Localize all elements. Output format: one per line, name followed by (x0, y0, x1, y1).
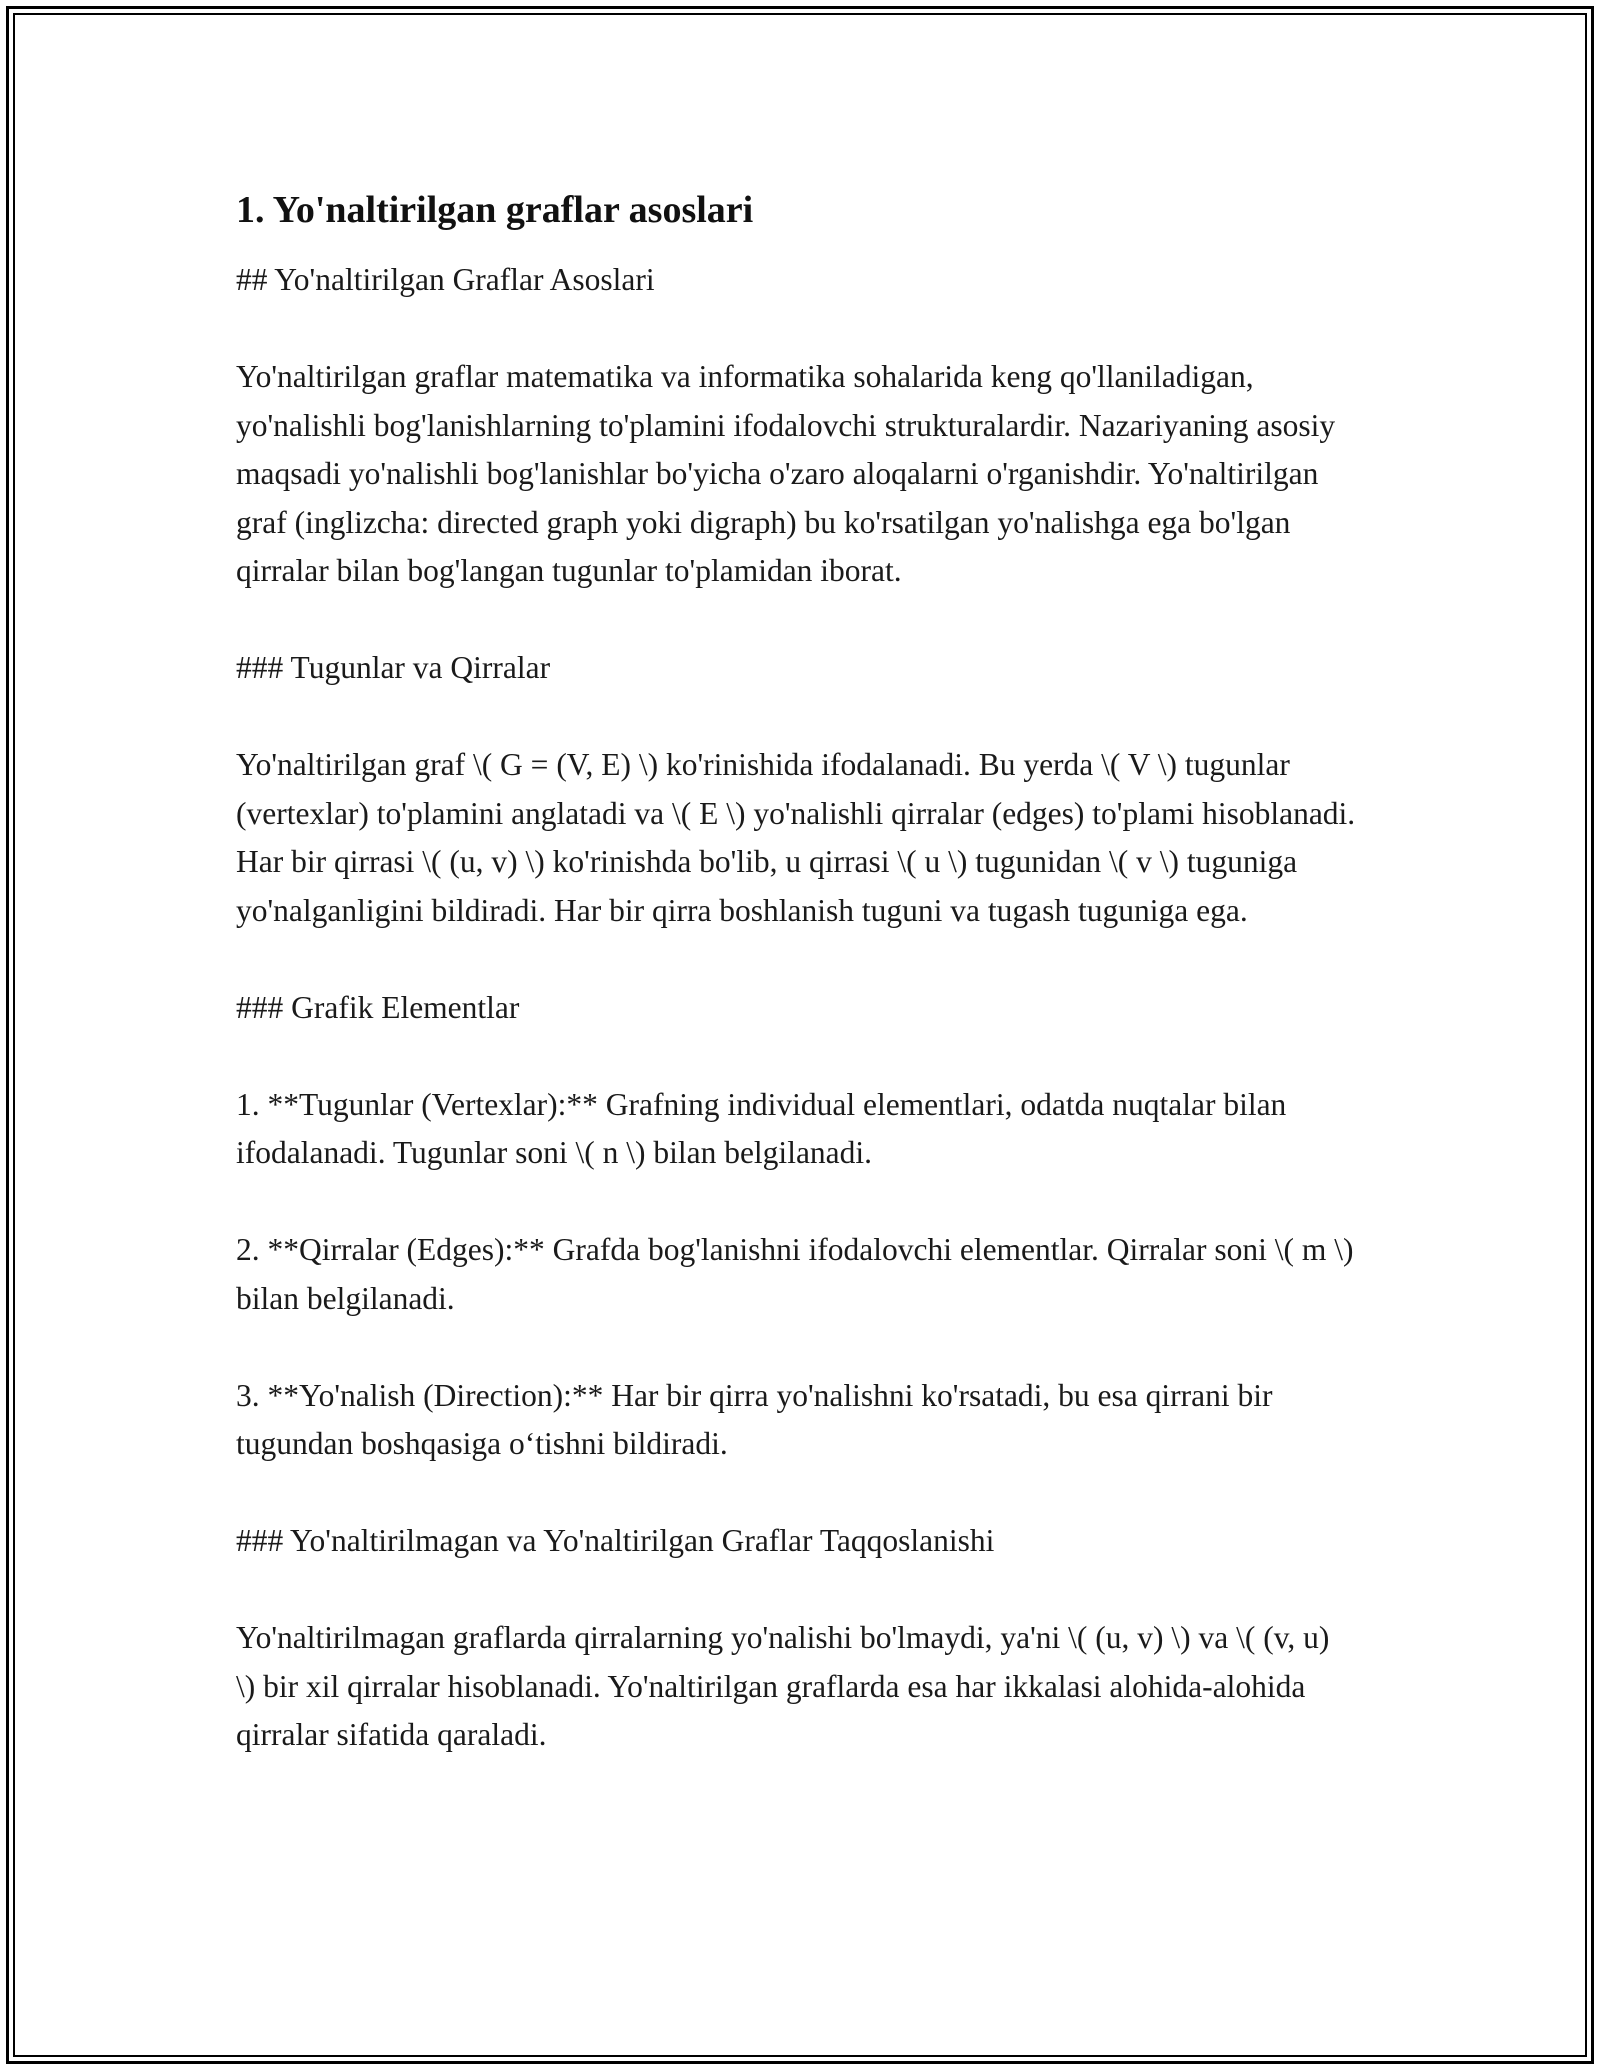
document-body (236, 186, 1356, 1760)
comparison-paragraph: Yo'naltirilmagan graflarda qirralarning yo'nalishi bo'lmaydi, ya'ni \( (u, v) \) va \( (v, u) \) bir xil qirralar hisoblanadi. Yo'naltirilgan graflarda esa har ikkalasi alohida-alohida qirralar sifatida qaraladi. (236, 1620, 1330, 1752)
markdown-heading-nodes-edges: ### Tugunlar va Qirralar (236, 650, 551, 685)
markdown-heading-main: ## Yo'naltirilgan Graflar Asoslari (236, 262, 655, 297)
intro-paragraph: Yo'naltirilgan graflar matematika va informatika sohalarida keng qo'llaniladigan, yo'nalishli bog'lanishlarning to'plamini ifodalovchi strukturalardir. Nazariyaning asosiy maqsadi yo'nalishli bog'lanishlar bo'yicha o'zaro aloqalarni o'rganishdir. Yo'naltirilgan graf (inglizcha: directed graph yoki digraph) bu ko'rsatilgan yo'nalishga ega bo'lgan qirralar bilan bog'langan tugunlar to'plamidan iborat. (236, 359, 1336, 588)
list-item-edges: 2. **Qirralar (Edges):** Grafda bog'lanishni ifodalovchi elementlar. Qirralar soni \( m \) bilan belgilanadi. (236, 1232, 1354, 1316)
document-title: 1. Yo'naltirilgan graflar asoslari (236, 189, 754, 231)
list-item-direction: 3. **Yo'nalish (Direction):** Har bir qirra yo'nalishni ko'rsatadi, bu esa qirrani bir tugundan boshqasiga o‘tishni bildiradi. (236, 1377, 1273, 1461)
markdown-heading-comparison: ### Yo'naltirilmagan va Yo'naltirilgan Graflar Taqqoslanishi (236, 1523, 995, 1558)
markdown-heading-elements: ### Grafik Elementlar (236, 989, 520, 1025)
list-item-vertices: 1. **Tugunlar (Vertexlar):** Grafning individual elementlari, odatda nuqtalar bilan ifodalanadi. Tugunlar soni \( n \) bilan belgilanadi. (236, 1086, 1287, 1170)
definition-paragraph: Yo'naltirilgan graf \( G = (V, E) \) ko'rinishida ifodalanadi. Bu yerda \( V \) tugunlar (vertexlar) to'plamini anglatadi va \( E \) yo'nalishli qirralar (edges) to'plami hisoblanadi. Har bir qirrasi \( (u, v) \) ko'rinishda bo'lib, u qirrasi \( u \) tugunidan \( v \) tuguniga yo'nalganligini bildiradi. Har bir qirra boshlanish tuguni va tugash tuguniga ega. (236, 747, 1356, 928)
